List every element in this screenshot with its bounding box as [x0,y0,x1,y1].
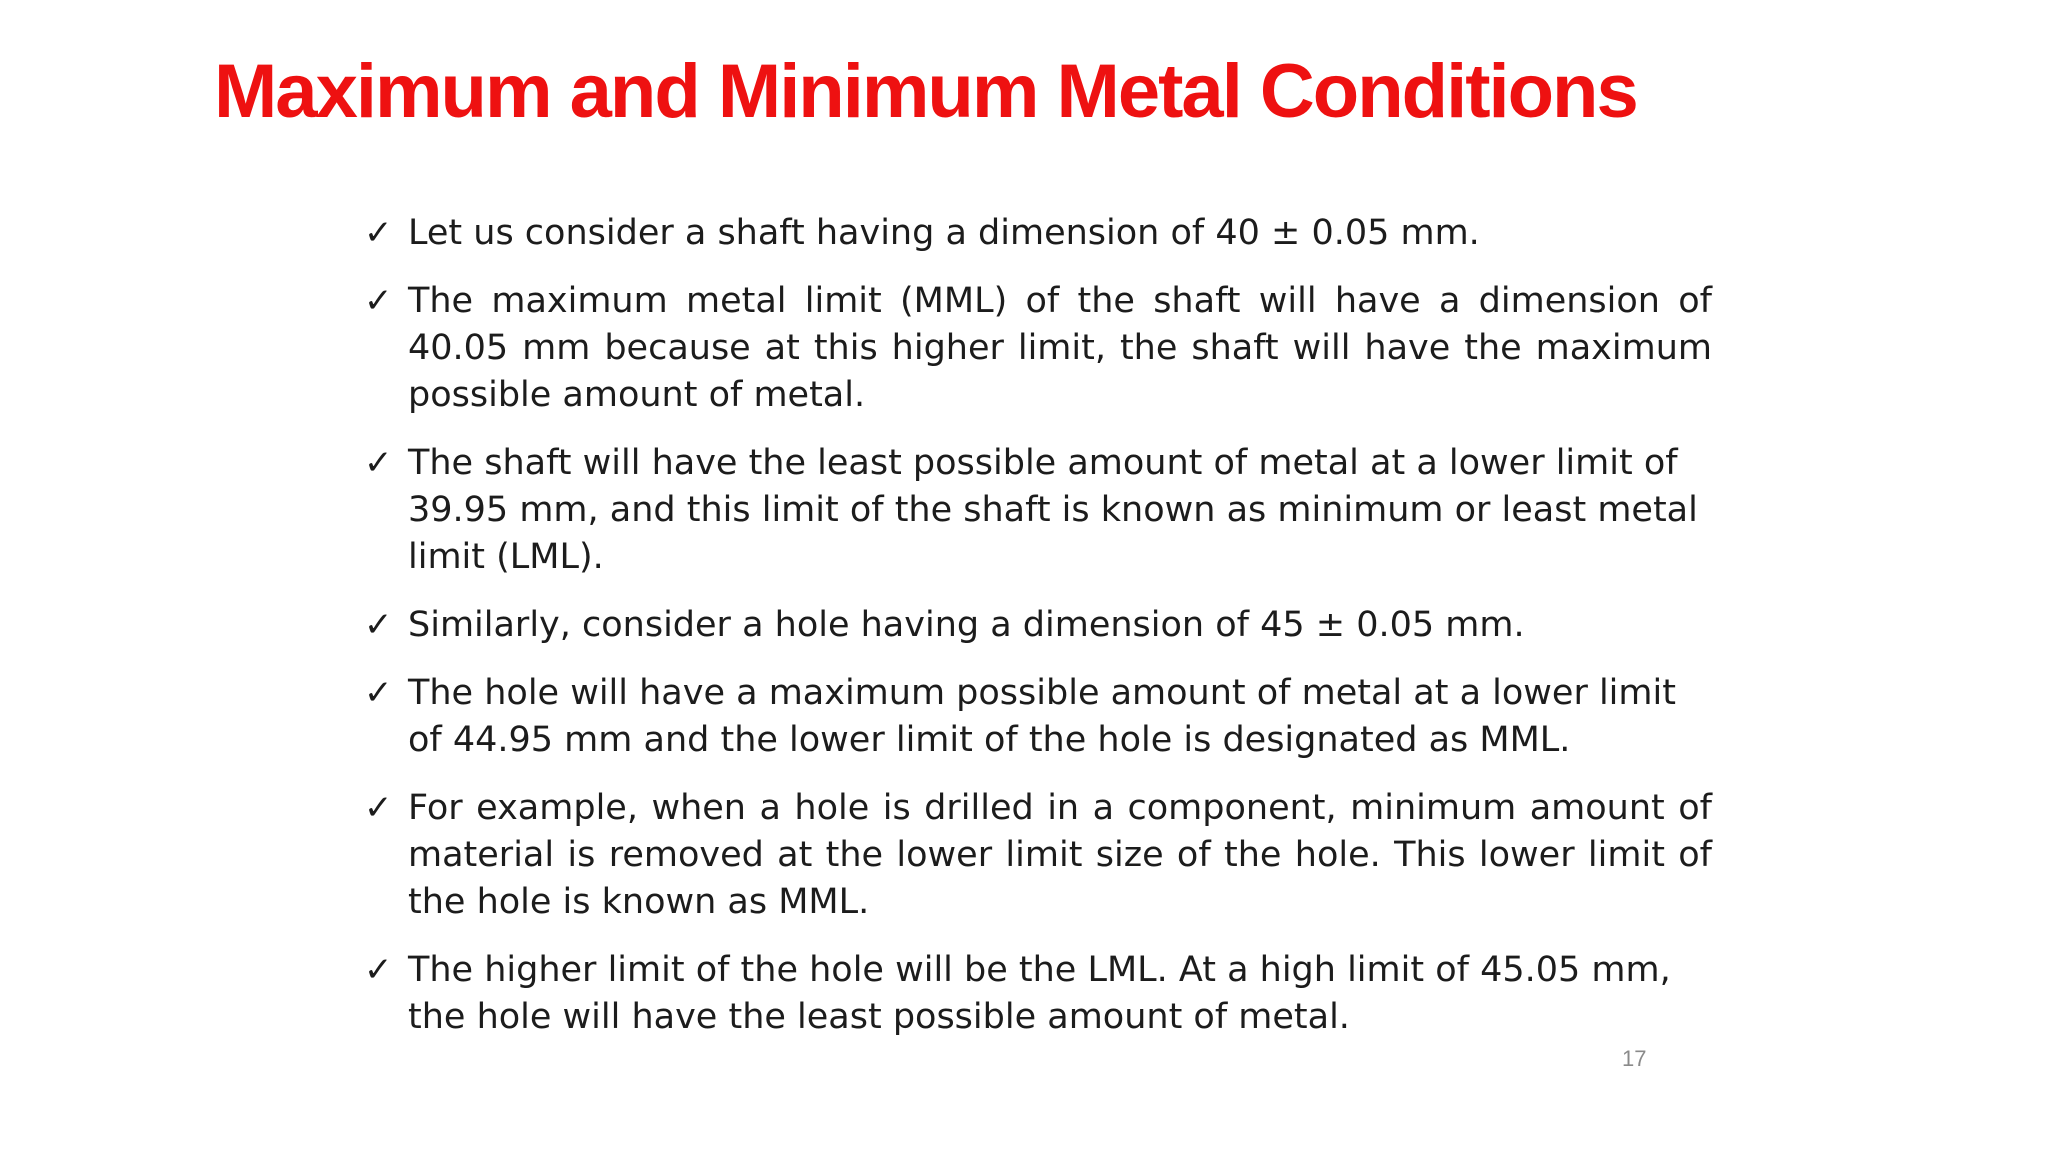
slide-title: Maximum and Minimum Metal Conditions [214,49,1637,134]
bullet-item [364,785,1712,926]
check-icon: ✓ [364,281,393,321]
bullet-item [364,670,1712,764]
page-number: 17 [1622,1046,1647,1071]
bullet-text: Let us consider a shaft having a dimension of 40 ± 0.05 mm. [408,213,1480,253]
bullet-text: The shaft will have the least possible amount of metal at a lower limit of 39.95 mm, and this limit of the shaft is known as minimum or least metal limit (LML). [408,443,1698,577]
bullet-text: The hole will have a maximum possible amount of metal at a lower limit of 44.95 mm and the lower limit of the hole is designated as MML. [408,673,1676,760]
bullet-text: The higher limit of the hole will be the LML. At a high limit of 45.05 mm, the hole will have the least possible amount of metal. [408,950,1671,1037]
bullet-list [364,210,1712,1062]
bullet-item [364,440,1712,581]
bullet-item [364,210,1712,257]
check-icon: ✓ [364,788,393,828]
bullet-text: For example, when a hole is drilled in a component, minimum amount of material is removed at the lower limit size of the hole. This lower limit of the hole is known as MML. [408,788,1712,922]
check-icon: ✓ [364,605,393,645]
check-icon: ✓ [364,443,393,483]
check-icon: ✓ [364,950,393,990]
check-icon: ✓ [364,673,393,713]
bullet-item [364,947,1712,1041]
check-icon: ✓ [364,213,393,253]
bullet-text: Similarly, consider a hole having a dimension of 45 ± 0.05 mm. [408,605,1525,645]
bullet-item [364,602,1712,649]
bullet-text: The maximum metal limit (MML) of the shaft will have a dimension of 40.05 mm because at this higher limit, the shaft will have the maximum possible amount of metal. [408,281,1712,415]
bullet-item [364,278,1712,419]
